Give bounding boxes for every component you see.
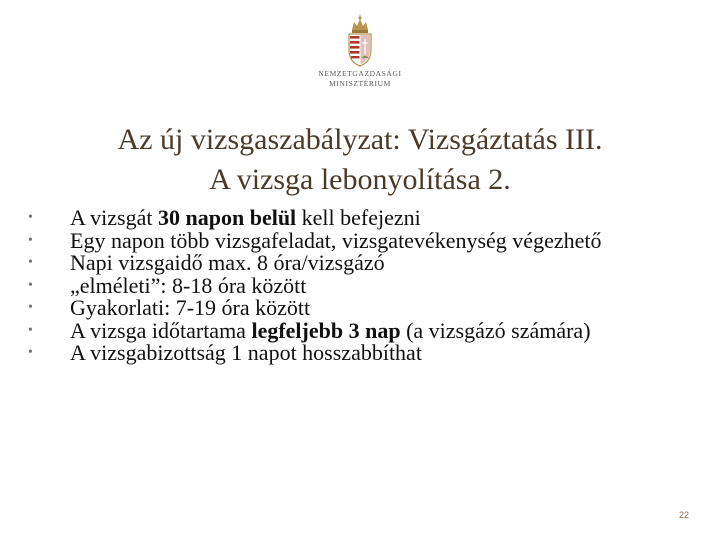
bullet-dot: • xyxy=(28,255,33,270)
bullet-item xyxy=(0,297,630,320)
bullet-list xyxy=(0,207,720,365)
bullet-dot: • xyxy=(28,300,33,315)
slide-title xyxy=(40,120,680,200)
bullet-item xyxy=(0,207,630,230)
ministry-name-line1: NEMZETGAZDASÁGI xyxy=(318,69,402,78)
bullet-text: A vizsgát xyxy=(70,205,158,230)
bullet-text: A vizsga időtartama xyxy=(70,317,252,343)
bullet-dot: • xyxy=(28,210,33,225)
bullet-text-bold: legfeljebb 3 nap xyxy=(251,317,401,343)
bullet-dot: • xyxy=(28,277,33,293)
bullet-item xyxy=(0,252,630,275)
bullet-dot: • xyxy=(28,345,33,360)
bullet-text: A vizsgabizottság 1 napot hosszabbíthat xyxy=(70,340,422,365)
bullet-text: Gyakorlati: 7-19 óra között xyxy=(70,295,311,320)
bullet-text: Egy napon több vizsgafeladat, vizsgatevékenység végezhető xyxy=(70,227,602,253)
bullet-text-bold: 30 napon belül xyxy=(158,205,297,230)
ministry-logo xyxy=(300,14,420,96)
slide-title-line2: A vizsga lebonyolítása 2. xyxy=(209,163,511,196)
bullet-item xyxy=(0,227,630,253)
bullet-dot: • xyxy=(28,232,33,248)
ministry-name xyxy=(300,69,420,89)
bullet-item xyxy=(0,272,630,298)
page-number: 22 xyxy=(678,510,689,520)
slide-title-line1: Az új vizsgaszabályzat: Vizsgáztatás III. xyxy=(117,123,603,156)
bullet-item xyxy=(0,342,630,365)
ministry-name-line2: MINISZTÉRIUM xyxy=(329,79,391,88)
bullet-item xyxy=(0,317,630,343)
bullet-text: Napi vizsgaidő max. 8 óra/vizsgázó xyxy=(70,250,385,275)
hungarian-coat-of-arms-icon xyxy=(344,14,376,68)
bullet-text-tail: kell befejezni xyxy=(296,205,421,230)
bullet-dot: • xyxy=(28,322,33,338)
bullet-text: „elméleti”: 8-18 óra között xyxy=(70,272,307,298)
bullet-text-tail: (a vizsgázó számára) xyxy=(400,317,591,343)
